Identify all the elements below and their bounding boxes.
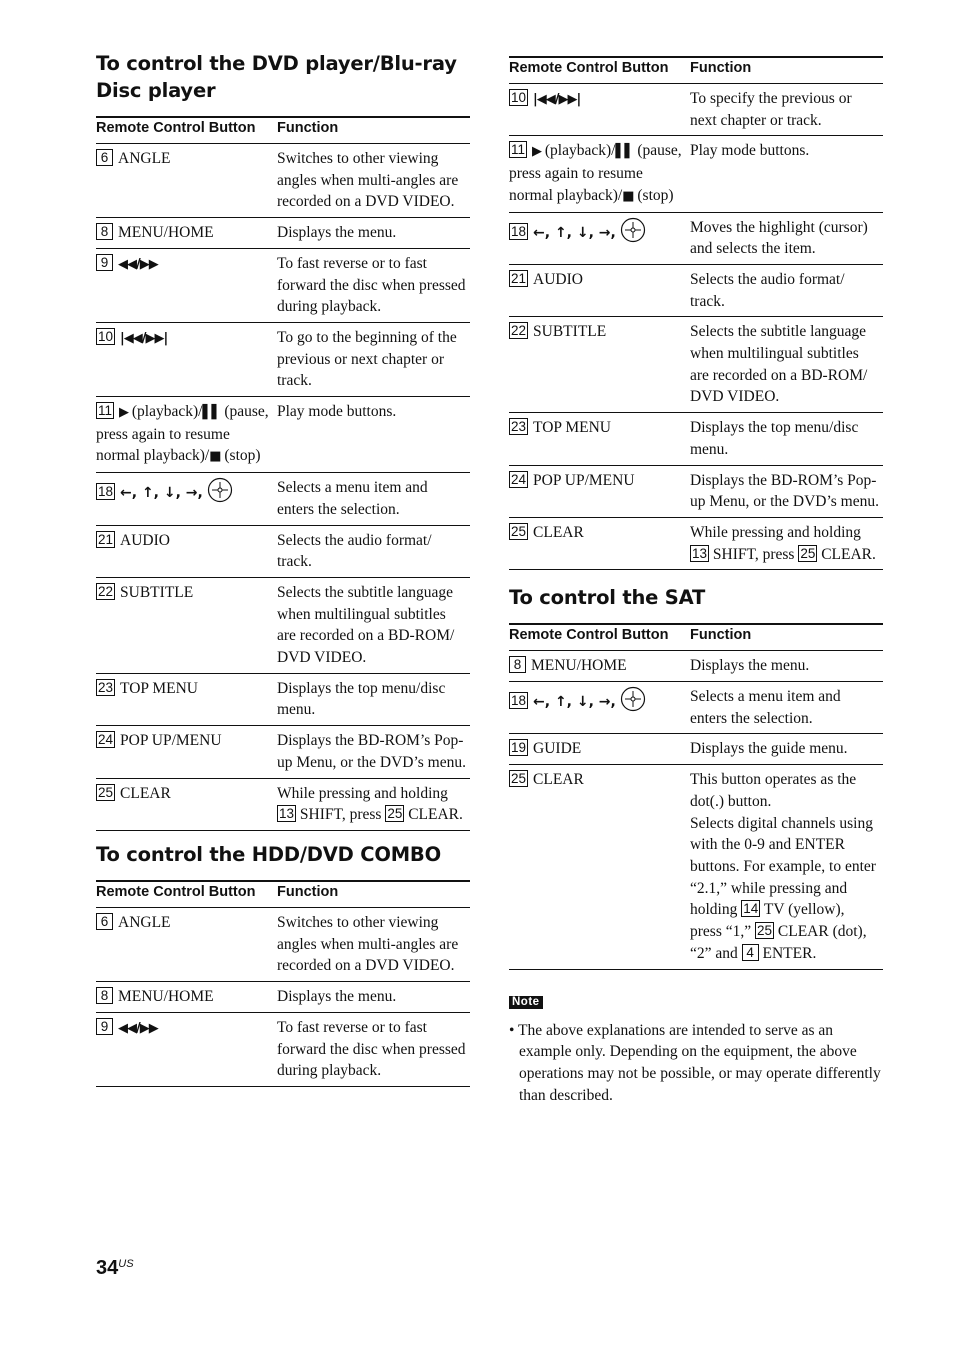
button-label: (stop) bbox=[633, 186, 674, 204]
column-header-button: Remote Control Button bbox=[509, 627, 669, 644]
button-number: 23 bbox=[98, 679, 114, 695]
button-label: SUBTITLE bbox=[533, 323, 607, 341]
function-text bbox=[690, 517, 883, 569]
table-row bbox=[96, 248, 470, 322]
function-text-part: CLEAR (dot), “2” and bbox=[690, 923, 867, 962]
dvd-table bbox=[96, 116, 470, 831]
page-number-value: 34 bbox=[96, 1257, 119, 1279]
button-number: 24 bbox=[98, 732, 114, 748]
note-text: • The above explanations are intended to serve as an example only. Depending on the equipment, the above operations may not be possible, or may operate differently than described. bbox=[509, 1021, 881, 1104]
button-label: CLEAR bbox=[533, 523, 584, 541]
column-header-button: Remote Control Button bbox=[96, 883, 256, 900]
play-icon: ▶ bbox=[532, 144, 542, 160]
sat-section-heading: To control the SAT bbox=[509, 586, 706, 610]
function-text-part: ENTER. bbox=[758, 944, 817, 962]
button-label: MENU/HOME bbox=[531, 657, 627, 675]
column-header-button: Remote Control Button bbox=[509, 60, 669, 76]
button-number: 24 bbox=[511, 471, 527, 487]
inline-button-number: 25 bbox=[387, 806, 403, 822]
function-text: Selects the subtitle language when multilingual subtitles are recorded on a BD-ROM/ DVD VIDEO. bbox=[690, 323, 868, 406]
button-number: 25 bbox=[511, 771, 527, 787]
arrow-keys-icon: ←, ↑, ↓, →, bbox=[533, 694, 616, 711]
function-text-part: SHIFT, press bbox=[709, 545, 799, 563]
column-header-function: Function bbox=[690, 60, 752, 76]
stop-icon: ■ bbox=[209, 449, 221, 465]
function-text: Selects the audio format/ track. bbox=[690, 270, 845, 310]
function-text: Displays the top menu/disc menu. bbox=[690, 419, 859, 458]
play-icon: ▶ bbox=[119, 405, 129, 421]
function-text: Moves the highlight (cursor) and selects the item. bbox=[690, 218, 868, 258]
table-row bbox=[96, 397, 470, 473]
button-number: 18 bbox=[511, 693, 527, 709]
function-text: Switches to other viewing angles when multi-angles are recorded on a DVD VIDEO. bbox=[277, 913, 459, 975]
button-label: POP UP/MENU bbox=[533, 471, 635, 489]
button-label: SUBTITLE bbox=[120, 583, 194, 601]
button-label: (playback)/ bbox=[541, 142, 616, 160]
sat-table bbox=[509, 623, 883, 969]
left-column bbox=[96, 50, 470, 1087]
function-text: Displays the menu. bbox=[277, 224, 397, 242]
function-text bbox=[277, 778, 470, 830]
table-row bbox=[96, 778, 470, 830]
column-header-function: Function bbox=[277, 120, 339, 136]
function-text: Selects a menu item and enters the selection. bbox=[277, 479, 428, 518]
column-header-function: Function bbox=[277, 883, 339, 900]
button-number: 9 bbox=[96, 1018, 113, 1035]
pause-icon: ▌▌ bbox=[615, 144, 634, 160]
button-label: (pause, press again to resume normal playback)/ bbox=[509, 142, 682, 204]
button-number: 21 bbox=[98, 531, 114, 547]
inline-button-number: 13 bbox=[279, 806, 295, 822]
function-text: Displays the menu. bbox=[277, 988, 397, 1006]
function-text: Selects the audio format/ track. bbox=[277, 531, 432, 571]
table-row bbox=[96, 907, 470, 981]
function-text-part: SHIFT, press bbox=[296, 806, 386, 824]
function-text: Displays the BD-ROM’s Pop-up Menu, or the DVD’s menu. bbox=[690, 471, 879, 511]
function-text: Displays the guide menu. bbox=[690, 740, 848, 758]
button-number: 21 bbox=[511, 270, 527, 286]
table-row bbox=[509, 136, 883, 212]
button-label: CLEAR bbox=[120, 784, 171, 802]
button-label: ANGLE bbox=[118, 913, 171, 931]
table-row bbox=[96, 577, 470, 673]
arrow-keys-icon: ←, ↑, ↓, →, bbox=[120, 485, 203, 502]
inline-button-number: 13 bbox=[692, 545, 708, 561]
dvd-section-heading: To control the DVD player/Blu-ray Disc player bbox=[96, 52, 457, 102]
function-text: To go to the beginning of the previous or next chapter or track. bbox=[277, 328, 457, 390]
button-number: 8 bbox=[509, 656, 526, 673]
combo-table bbox=[96, 880, 470, 1087]
table-row bbox=[509, 734, 883, 765]
button-label: (pause, press again to resume normal playback)/ bbox=[96, 403, 269, 465]
stop-icon: ■ bbox=[622, 188, 634, 204]
table-row bbox=[96, 218, 470, 249]
right-column bbox=[509, 56, 883, 1106]
table-row bbox=[509, 212, 883, 264]
rewind-forward-icon: ◀◀/▶▶ bbox=[118, 256, 158, 272]
button-number: 8 bbox=[96, 987, 113, 1004]
rewind-forward-icon: ◀◀/▶▶ bbox=[118, 1020, 158, 1036]
button-number: 25 bbox=[98, 784, 114, 800]
function-text: To fast reverse or to fast forward the disc when pressed during playback. bbox=[277, 254, 466, 316]
inline-button-number: 25 bbox=[757, 923, 773, 939]
table-row bbox=[509, 317, 883, 413]
button-number: 11 bbox=[511, 142, 526, 158]
table-row bbox=[96, 473, 470, 525]
inline-button-number: 14 bbox=[743, 901, 759, 917]
table-row bbox=[509, 264, 883, 316]
function-text-part: While pressing and holding bbox=[277, 784, 448, 802]
button-label: MENU/HOME bbox=[118, 988, 214, 1006]
table-row bbox=[509, 682, 883, 734]
button-label: MENU/HOME bbox=[118, 224, 214, 242]
inline-button-number: 25 bbox=[800, 545, 816, 561]
page-number bbox=[96, 1257, 134, 1280]
button-number: 9 bbox=[96, 254, 113, 271]
note-label: Note bbox=[509, 996, 543, 1009]
button-label: POP UP/MENU bbox=[120, 732, 222, 750]
page-region-suffix: US bbox=[118, 1258, 134, 1270]
function-text-part: This button operates as the dot(.) button. bbox=[690, 771, 857, 810]
table-row bbox=[96, 144, 470, 218]
button-number: 22 bbox=[98, 583, 114, 599]
note-block bbox=[509, 992, 883, 1107]
table-row bbox=[96, 322, 470, 396]
button-label: AUDIO bbox=[120, 531, 170, 549]
table-row bbox=[509, 517, 883, 569]
table-row bbox=[96, 982, 470, 1013]
function-text bbox=[690, 765, 883, 969]
column-header-function: Function bbox=[690, 627, 752, 644]
button-label: GUIDE bbox=[533, 740, 582, 758]
function-text-part: Selects digital channels using with the 0-9 and ENTER buttons. For example, to enter “2.1,” while pressing and holding bbox=[690, 814, 876, 919]
function-text: Selects a menu item and enters the selection. bbox=[690, 688, 841, 727]
table-row bbox=[509, 84, 883, 136]
enter-circle-icon bbox=[620, 686, 646, 712]
table-row bbox=[509, 765, 883, 969]
function-text: Switches to other viewing angles when multi-angles are recorded on a DVD VIDEO. bbox=[277, 150, 459, 211]
button-label: TOP MENU bbox=[533, 419, 611, 437]
button-label: AUDIO bbox=[533, 270, 583, 288]
table-row bbox=[509, 465, 883, 517]
inline-button-number: 4 bbox=[742, 944, 759, 961]
button-number: 22 bbox=[511, 323, 527, 339]
previous-next-icon: |◀◀/▶▶| bbox=[120, 330, 168, 346]
function-text-part: TV (yellow), press “1,” bbox=[690, 901, 845, 941]
table-row bbox=[96, 726, 470, 778]
function-text-part: CLEAR. bbox=[817, 545, 876, 563]
button-number: 23 bbox=[511, 419, 527, 435]
function-text: Displays the top menu/disc menu. bbox=[277, 679, 446, 719]
button-label: (stop) bbox=[220, 447, 261, 465]
pause-icon: ▌▌ bbox=[202, 405, 221, 421]
function-text: Displays the BD-ROM’s Pop-up Menu, or the DVD’s menu. bbox=[277, 732, 466, 771]
function-text: To specify the previous or next chapter or track. bbox=[690, 90, 852, 129]
button-number: 8 bbox=[96, 223, 113, 240]
button-number: 18 bbox=[98, 484, 114, 500]
function-text-part bbox=[690, 813, 879, 965]
button-number: 18 bbox=[511, 223, 527, 239]
table-row bbox=[509, 413, 883, 465]
button-number: 25 bbox=[511, 523, 527, 539]
button-label: ANGLE bbox=[118, 150, 171, 167]
table-row bbox=[96, 1012, 470, 1086]
function-text-part: While pressing and holding bbox=[690, 523, 861, 541]
button-number: 6 bbox=[96, 149, 113, 166]
button-number: 10 bbox=[98, 328, 114, 344]
combo-section-heading: To control the HDD/DVD COMBO bbox=[96, 842, 441, 866]
button-number: 11 bbox=[98, 403, 113, 419]
button-label: TOP MENU bbox=[120, 679, 198, 697]
function-text: Selects the subtitle language when multilingual subtitles are recorded on a BD-ROM/ DVD VIDEO. bbox=[277, 583, 455, 667]
button-number: 10 bbox=[511, 90, 527, 105]
enter-circle-icon bbox=[620, 217, 646, 243]
button-label: CLEAR bbox=[533, 771, 584, 789]
button-number: 19 bbox=[511, 740, 527, 756]
function-text: Displays the menu. bbox=[690, 657, 810, 675]
table-row bbox=[509, 651, 883, 682]
button-number: 6 bbox=[96, 913, 113, 930]
function-text-part: CLEAR. bbox=[404, 806, 463, 824]
function-text: To fast reverse or to fast forward the disc when pressed during playback. bbox=[277, 1018, 466, 1080]
column-header-button: Remote Control Button bbox=[96, 120, 256, 136]
arrow-keys-icon: ←, ↑, ↓, →, bbox=[533, 224, 616, 241]
previous-next-icon: |◀◀/▶▶| bbox=[533, 92, 581, 107]
table-row bbox=[96, 525, 470, 577]
function-text: Play mode buttons. bbox=[277, 403, 397, 421]
button-label: (playback)/ bbox=[128, 403, 203, 421]
function-text: Play mode buttons. bbox=[690, 142, 810, 160]
continued-table bbox=[509, 56, 883, 570]
enter-circle-icon bbox=[207, 477, 233, 503]
table-row bbox=[96, 673, 470, 725]
